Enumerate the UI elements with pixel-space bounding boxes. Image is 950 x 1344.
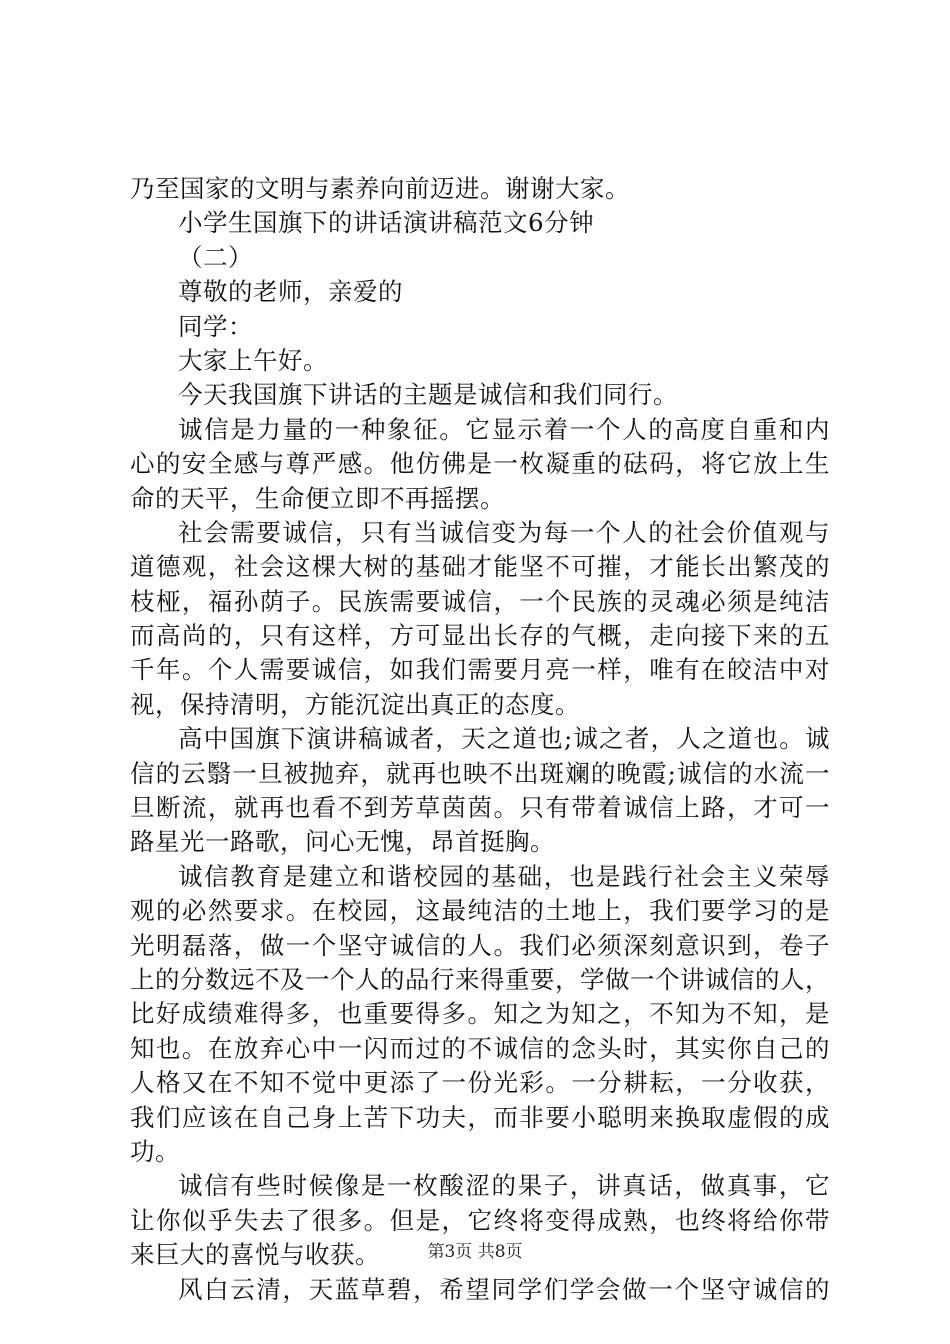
text-line: 风白云清，天蓝草碧，希望同学们学会做一个坚守诚信的 <box>178 1274 830 1304</box>
text-line: 心的安全感与尊严感。他仿佛是一枚凝重的砝码，将它放上生 <box>130 449 830 479</box>
text-line: 来巨大的喜悦与收获。 <box>130 1240 380 1270</box>
text-line: 社会需要诚信，只有当诚信变为每一个人的社会价值观与 <box>178 517 830 547</box>
text-line: 诚信是力量的一种象征。它显示着一个人的高度自重和内 <box>178 414 830 444</box>
text-line: 比好成绩难得多，也重要得多。知之为知之，不知为不知，是 <box>130 999 830 1029</box>
text-line: 今天我国旗下讲话的主题是诚信和我们同行。 <box>178 380 678 410</box>
text-line: 路星光一路歌，问心无愧，昂首挺胸。 <box>130 827 555 857</box>
text-line: 同学： <box>178 311 253 341</box>
text-line: 光明磊落，做一个坚守诚信的人。我们必须深刻意识到，卷子 <box>130 930 830 960</box>
text-line: 枝桠，福孙荫子。民族需要诚信，一个民族的灵魂必须是纯洁 <box>130 586 830 616</box>
text-line: 让你似乎失去了很多。但是，它终将变得成熟，也终将给你带 <box>130 1205 830 1235</box>
text-line: 诚信教育是建立和谐校园的基础，也是践行社会主义荣辱 <box>178 861 830 891</box>
text-line: 高中国旗下演讲稿诚者，天之道也;诚之者，人之道也。诚 <box>178 724 830 754</box>
text-line: 小学生国旗下的讲话演讲稿范文6分钟 <box>178 208 595 238</box>
text-line: 人格又在不知不觉中更添了一份光彩。一分耕耘，一分收获， <box>130 1068 830 1098</box>
text-line: 旦断流，就再也看不到芳草茵茵。只有带着诚信上路，才可一 <box>130 793 830 823</box>
text-line: 上的分数远不及一个人的品行来得重要，学做一个讲诚信的人， <box>130 964 830 994</box>
text-line: 而高尚的，只有这样，方可显出长存的气概，走向接下来的五 <box>130 621 830 651</box>
text-line: 视，保持清明，方能沉淀出真正的态度。 <box>130 689 580 719</box>
page-number-footer: 第3页 共8页 <box>427 1242 523 1262</box>
text-line: （二） <box>178 242 253 272</box>
text-line: 命的天平，生命便立即不再摇摆。 <box>130 483 505 513</box>
text-line: 我们应该在自己身上苦下功夫，而非要小聪明来换取虚假的成 <box>130 1102 830 1132</box>
document-body <box>130 172 830 1307</box>
text-line: 诚信有些时候像是一枚酸涩的果子，讲真话，做真事，它 <box>178 1171 830 1201</box>
text-line: 功。 <box>130 1136 180 1166</box>
text-line: 尊敬的老师，亲爱的 <box>178 277 403 307</box>
text-line: 知也。在放弃心中一闪而过的不诚信的念头时，其实你自己的 <box>130 1033 830 1063</box>
text-line: 大家上午好。 <box>178 345 328 375</box>
text-line: 乃至国家的文明与素养向前迈进。谢谢大家。 <box>130 174 630 203</box>
text-line: 观的必然要求。在校园，这最纯洁的土地上，我们要学习的是 <box>130 896 830 926</box>
text-line: 千年。个人需要诚信，如我们需要月亮一样，唯有在皎洁中对 <box>130 655 830 685</box>
text-line: 信的云翳一旦被抛弃，就再也映不出斑斓的晚霞;诚信的水流一 <box>130 758 830 788</box>
text-line: 道德观，社会这棵大树的基础才能坚不可摧，才能长出繁茂的 <box>130 552 830 582</box>
